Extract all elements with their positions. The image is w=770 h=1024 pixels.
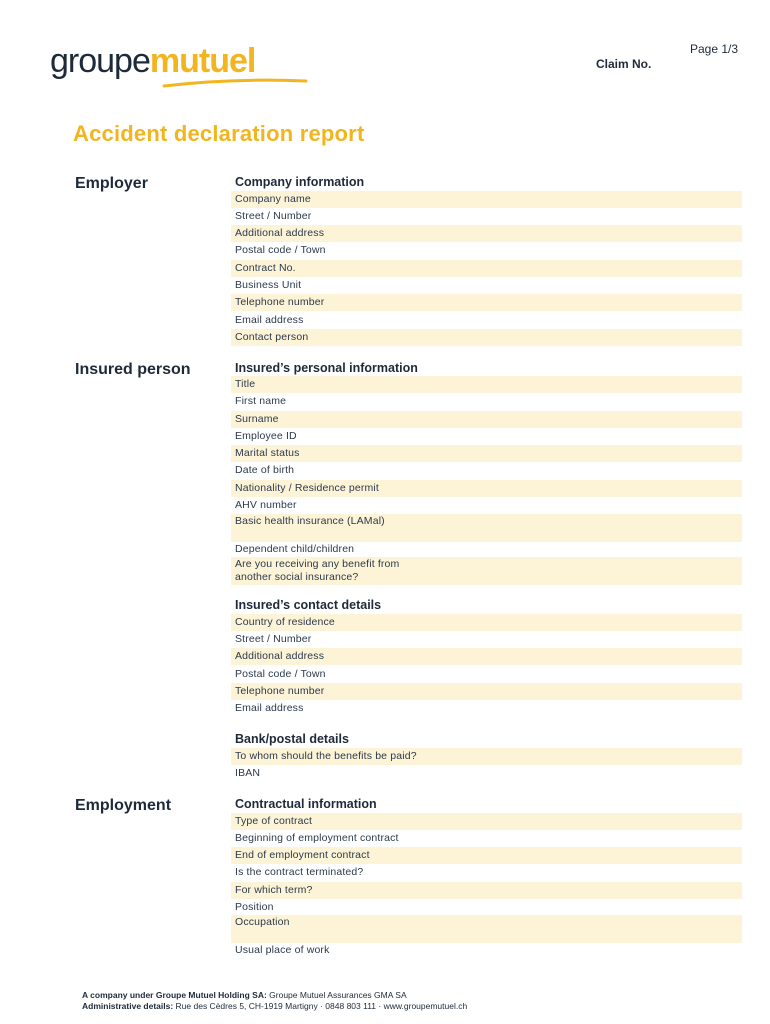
field-insured-additional-address[interactable]: Additional address: [231, 648, 742, 665]
field-country-of-residence[interactable]: Country of residence: [231, 614, 742, 631]
field-occupation[interactable]: Occupation: [231, 915, 742, 943]
groupe-mutuel-logo: [50, 44, 255, 88]
logo-text-mutuel: mutuel: [149, 42, 256, 80]
field-insured-street[interactable]: Street / Number: [235, 633, 312, 645]
footer: [82, 990, 467, 1012]
field-company-additional-address[interactable]: Additional address: [231, 225, 742, 242]
benefit-question-line1: Are you receiving any benefit from: [235, 558, 400, 570]
field-basic-health-insurance[interactable]: Basic health insurance (LAMal): [231, 514, 742, 542]
field-contract-beginning[interactable]: Beginning of employment contract: [235, 832, 399, 844]
benefit-question-line2: another social insurance?: [235, 571, 359, 583]
section-insured-person: Insured person: [75, 361, 191, 378]
field-company-email[interactable]: Email address: [235, 314, 304, 326]
field-company-postal-code[interactable]: Postal code / Town: [235, 244, 326, 256]
field-title[interactable]: Title: [231, 376, 742, 393]
field-insured-email[interactable]: Email address: [235, 702, 304, 714]
field-iban[interactable]: IBAN: [235, 767, 261, 779]
footer-admin-text: Rue des Cèdres 5, CH-1919 Martigny · 0848 803 111 · www.groupemutuel.ch: [173, 1001, 468, 1011]
field-usual-place-of-work[interactable]: Usual place of work: [235, 944, 330, 956]
field-other-social-insurance[interactable]: [231, 557, 742, 585]
page-number: Page 1/3: [690, 42, 739, 56]
group-personal-information: Insured’s personal information: [235, 361, 418, 375]
group-contractual-information: Contractual information: [235, 797, 377, 811]
field-benefits-paid-to[interactable]: To whom should the benefits be paid?: [231, 748, 742, 765]
logo-text-groupe: groupe: [50, 42, 150, 80]
section-employer: Employer: [75, 175, 148, 192]
footer-line-2: [82, 1001, 467, 1012]
field-dependent-children[interactable]: Dependent child/children: [235, 543, 355, 555]
field-marital-status[interactable]: Marital status: [231, 445, 742, 462]
footer-admin-label: Administrative details:: [82, 1001, 174, 1011]
logo-swoosh-icon: [162, 77, 308, 89]
field-company-street[interactable]: Street / Number: [235, 210, 312, 222]
field-company-telephone[interactable]: Telephone number: [231, 294, 742, 311]
field-type-of-contract[interactable]: Type of contract: [231, 813, 742, 830]
field-contract-terminated[interactable]: Is the contract terminated?: [235, 866, 364, 878]
field-contract-end[interactable]: End of employment contract: [231, 847, 742, 864]
field-date-of-birth[interactable]: Date of birth: [235, 464, 295, 476]
claim-number-label: Claim No.: [596, 57, 652, 71]
footer-holding-text: Groupe Mutuel Assurances GMA SA: [266, 990, 407, 1000]
field-nationality[interactable]: Nationality / Residence permit: [231, 480, 742, 497]
field-first-name[interactable]: First name: [235, 395, 287, 407]
document-title: Accident declaration report: [73, 121, 365, 146]
field-employee-id[interactable]: Employee ID: [235, 430, 297, 442]
field-ahv-number[interactable]: AHV number: [235, 499, 297, 511]
footer-holding-label: A company under Groupe Mutuel Holding SA:: [82, 990, 267, 1000]
field-business-unit[interactable]: Business Unit: [235, 279, 302, 291]
field-company-name[interactable]: Company name: [231, 191, 742, 208]
field-insured-postal-code[interactable]: Postal code / Town: [235, 668, 326, 680]
group-contact-details: Insured’s contact details: [235, 598, 382, 612]
group-bank-details: Bank/postal details: [235, 732, 349, 746]
section-employment: Employment: [75, 797, 172, 814]
footer-line-1: [82, 990, 467, 1001]
field-position[interactable]: Position: [235, 901, 274, 913]
group-company-information: Company information: [235, 175, 365, 189]
field-surname[interactable]: Surname: [231, 411, 742, 428]
field-contact-person[interactable]: Contact person: [231, 329, 742, 346]
field-insured-telephone[interactable]: Telephone number: [231, 683, 742, 700]
field-which-term[interactable]: For which term?: [231, 882, 742, 899]
field-contract-no[interactable]: Contract No.: [231, 260, 742, 277]
